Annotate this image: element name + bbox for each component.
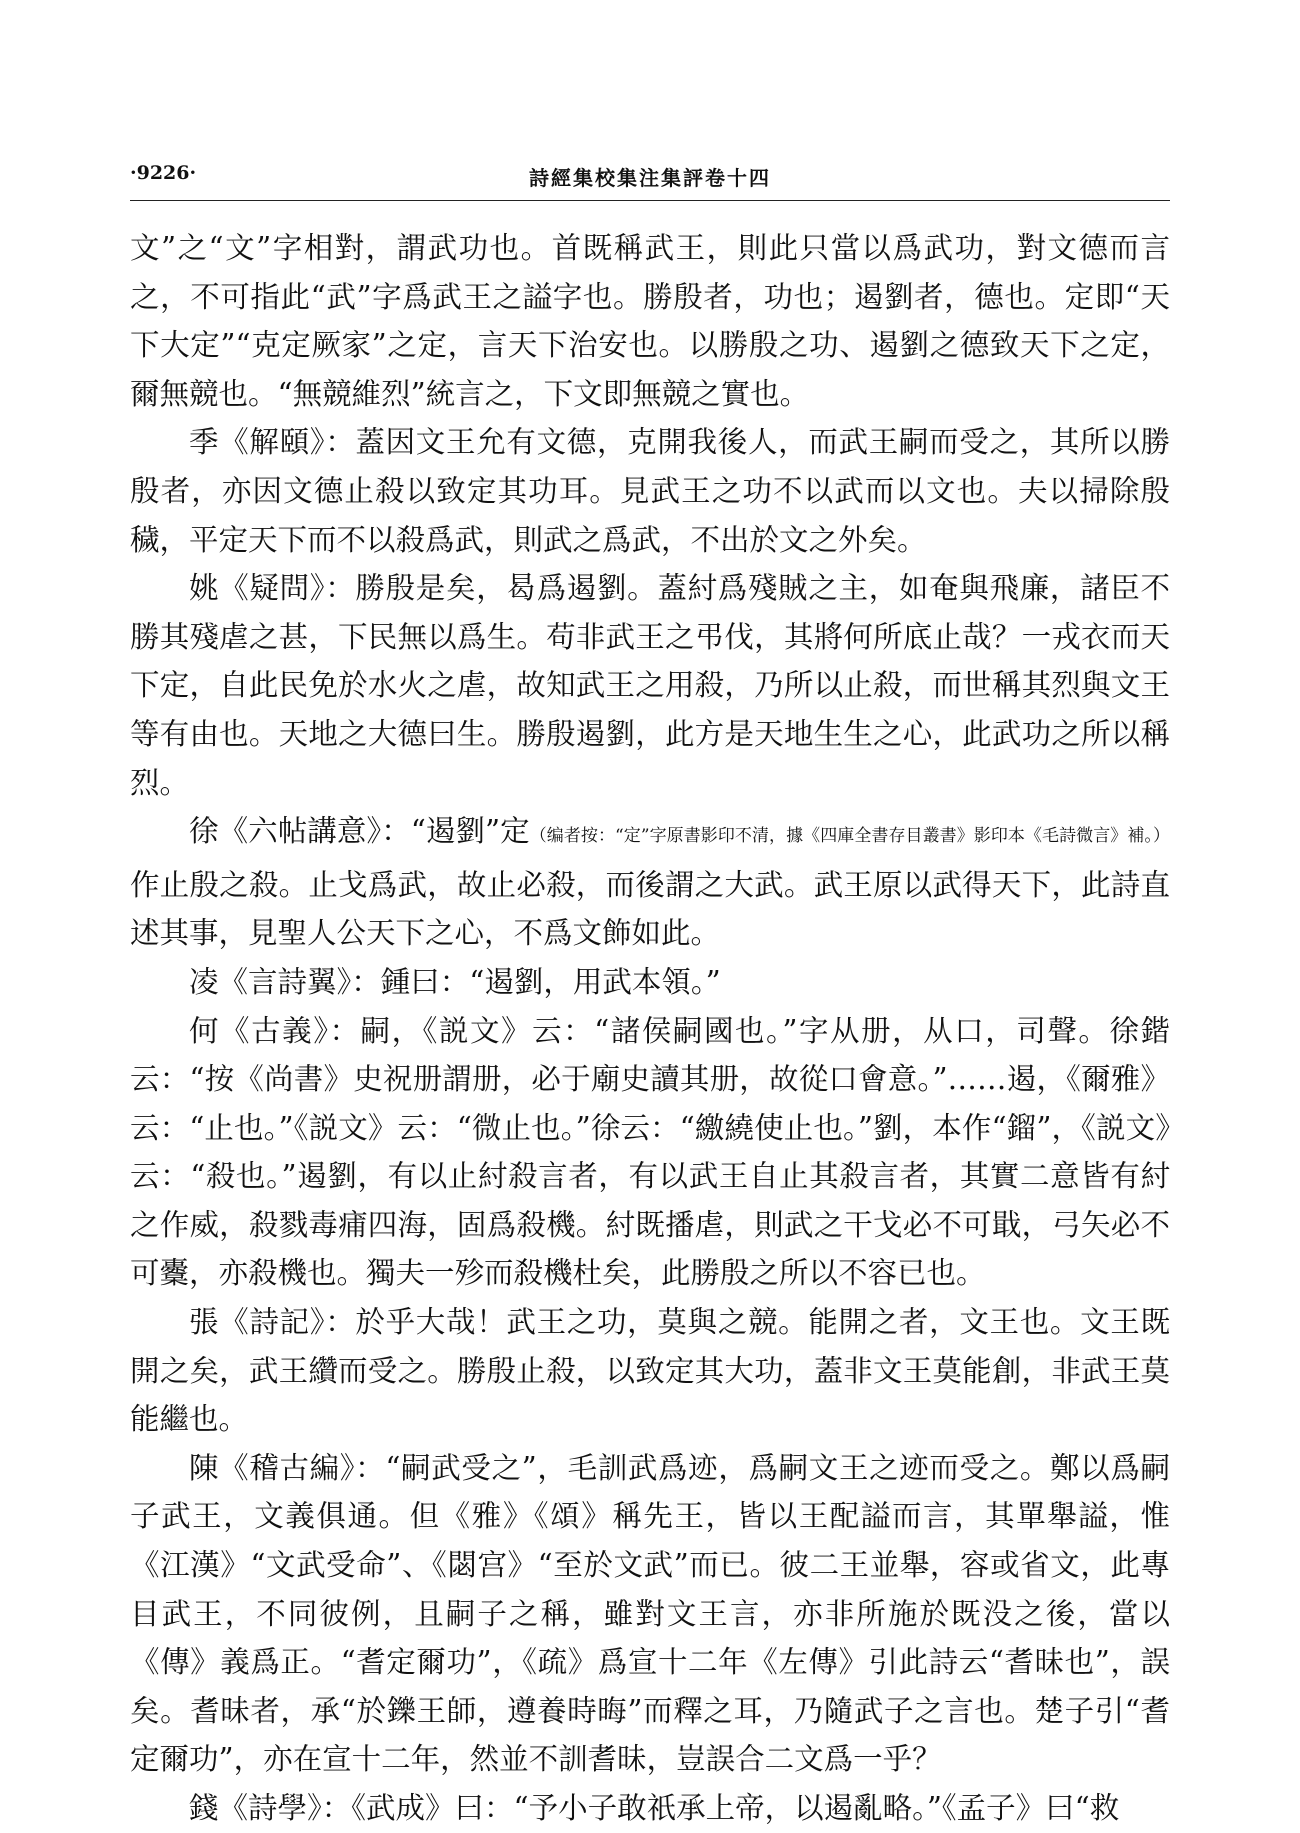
editor-note: （编者按：“定”字原書影印不清，據《四庫全書存目叢書》影印本《毛詩微言》補。） bbox=[529, 826, 1170, 847]
page-header bbox=[130, 162, 1170, 202]
page-number: ·9226· bbox=[130, 162, 197, 184]
paragraph-yao-yiwen: 姚《疑問》：勝殷是矣，曷爲遏劉。蓋紂爲殘賊之主，如奄與飛廉，諸臣不勝其殘虐之甚，下民無以爲生。苟非武王之弔伐，其將何所底止哉？一戎衣而天下定，自此民免於水火之虐，故知武王之用殺，乃所以止殺，而世稱其烈與文王等有由也。天地之大德曰生。勝殷遏劉，此方是天地生生之心，此武功之所以稱烈。 bbox=[130, 571, 1170, 800]
page-body bbox=[130, 224, 1170, 1833]
paragraph-xu-text-after: 作止殷之殺。止戈爲武，故止必殺，而後謂之大武。武王原以武得天下，此詩直述其事，見聖人公天下之心，不爲文飾如此。 bbox=[130, 867, 1170, 951]
paragraph-qian-shixue: 錢《詩學》：《武成》曰：“予小子敢祇承上帝，以遏亂略。”《孟子》曰“救 bbox=[189, 1791, 1120, 1825]
paragraph-he-guyi: 何《古義》：嗣，《説文》云：“諸侯嗣國也。”字从册，从口，司聲。徐鍇云：“按《尚書》史祝册謂册，必于廟史讀其册，故從口會意。”……遏，《爾雅》云：“止也。”《説文》云：“微止也。”徐云：“繳繞使止也。”劉，本作“鎦”，《説文》云：“殺也。”遏劉，有以止紂殺言者，有以武王自止其殺言者，其實二意皆有紂之作威，殺戮毒痡四海，固爲殺機。紂既播虐，則武之干戈必不可戢，弓矢必不可櫜，亦殺機也。獨夫一殄而殺機杜矣，此勝殷之所以不容已也。 bbox=[130, 1013, 1170, 1291]
running-title: 詩經集校集注集評卷十四 bbox=[529, 166, 771, 190]
paragraph-xu-liutie bbox=[130, 807, 1170, 958]
header-rule bbox=[130, 200, 1170, 201]
paragraph-ling-yanshiyi: 凌《言詩翼》：鍾曰：“遏劉，用武本領。” bbox=[189, 964, 721, 999]
paragraph-zhang-shiji: 張《詩記》：於乎大哉！武王之功，莫與之競。能開之者，文王也。文王既開之矣，武王纘而受之。勝殷止殺，以致定其大功，蓋非文王莫能創，非武王莫能繼也。 bbox=[130, 1305, 1170, 1437]
paragraph-ji-jieyi: 季《解頤》：蓋因文王允有文德，克開我後人，而武王嗣而受之，其所以勝殷者，亦因文德止殺以致定其功耳。見武王之功不以武而以文也。夫以掃除殷穢，平定天下而不以殺爲武，則武之爲武，不出於文之外矣。 bbox=[130, 425, 1170, 557]
paragraph-continuation: 文”之“文”字相對，謂武功也。首既稱武王，則此只當以爲武功，對文德而言之，不可指此“武”字爲武王之謚字也。勝殷者，功也；遏劉者，德也。定即“天下大定”“克定厥家”之定，言天下治安也。以勝殷之功、遏劉之德致天下之定，爾無競也。“無競維烈”統言之，下文即無競之實也。 bbox=[130, 231, 1170, 411]
paragraph-chen-jiguibian: 陳《稽古編》：“嗣武受之”，毛訓武爲迹，爲嗣文王之迹而受之。鄭以爲嗣子武王，文義俱通。但《雅》《頌》稱先王，皆以王配謚而言，其單舉謚，惟《江漢》“文武受命”、《閟宫》“至於文武”而已。彼二王並舉，容或省文，此專目武王，不同彼例，且嗣子之稱，雖對文王言，亦非所施於既没之後，當以《傳》義爲正。“耆定爾功”，《疏》爲宣十二年《左傳》引此詩云“耆昧也”，誤矣。耆昧者，承“於鑠王師，遵養時晦”而釋之耳，乃隨武子之言也。楚子引“耆定爾功”，亦在宣十二年，然並不訓耆昧，豈誤合二文爲一乎？ bbox=[130, 1450, 1170, 1777]
paragraph-xu-text-before: 徐《六帖講意》：“遏劉”定 bbox=[189, 814, 530, 849]
